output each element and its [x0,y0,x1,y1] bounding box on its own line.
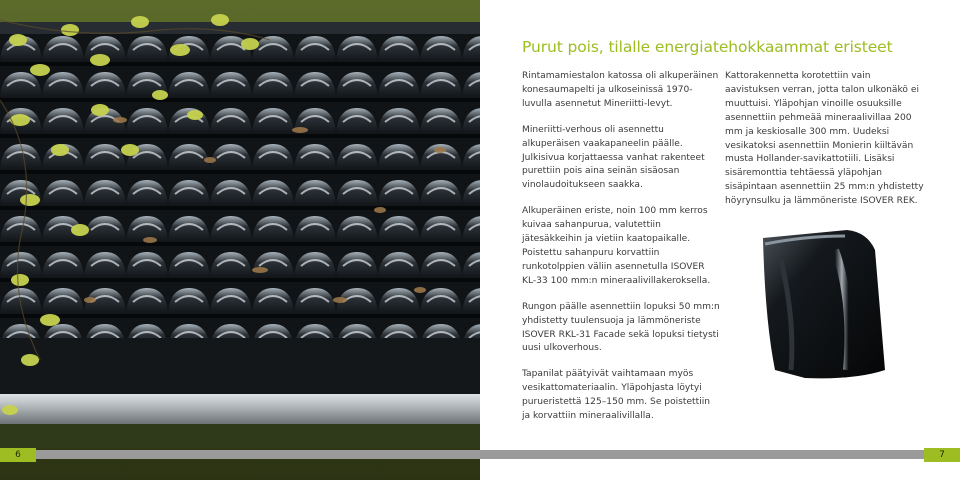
text-column-left [522,70,720,436]
footer-bar [0,450,960,459]
paragraph: Rintamamiestalon katossa oli alkuperäinen konesaumapelti ja ulkoseinissä 1970-luvulla asennetut Mineriitti-levyt. [522,71,719,109]
roof-tile-photo [735,220,913,388]
paragraph: Kattorakennetta korotettiin vain aavistuksen verran, jotta talon ulkonäkö ei muuttuisi. Yläpohjan vinoille osuuksille asennettiin pehmeää mineraalivillaa 200 mm ja keskiosalle 300 mm. Uudeksi vesikatoksi asennettiin Monierin kiiltävän musta Hollander-savikattotiili. Lisäksi sisäremonttia tehtäessä yläpohjan sisäpintaan asennettiin 25 mm:n yhdistetty höyrynsulku ja lämmöneriste ISOVER REK. [725,71,924,207]
paragraph: Alkuperäinen eriste, noin 100 mm kerros kuivaa sahanpurua, valutettiin jätesäkkeihin ja vietiin kaatopaikalle. Poistettu sahanpuru korvattiin runkotolppien väliin asennetulla ISOVER KL-33 100 mm:n mineraalivillakeroksella. [522,206,711,286]
page-number-right: 7 [924,448,960,462]
page-number-left: 6 [0,448,36,462]
text-page [480,0,960,480]
article-headline: Purut pois, tilalle energiatehokkaammat eristeet [522,38,893,56]
paragraph: Mineriitti-verhous oli asennettu alkuperäisen vaakapaneelin päälle. Julkisivua korjattaessa vanhat rakenteet purettiin pois aina seinän sisäosan vinolaudoitukseen saakka. [522,124,705,191]
paragraph: Tapanilat päätyivät vaihtamaan myös vesikattomateriaalin. Yläpohjasta löytyi purueristettä 125–150 mm. Se poistettiin ja korvattiin mineraalivillalla. [522,369,711,422]
page-footer [0,448,960,462]
paragraph: Rungon päälle asennettiin lopuksi 50 mm:n yhdistetty tuulensuoja ja lämmöneriste ISOVER RKL-31 Facade sekä lopuksi tietysti uusi ulkoverhous. [522,301,720,354]
text-column-right [725,70,925,221]
